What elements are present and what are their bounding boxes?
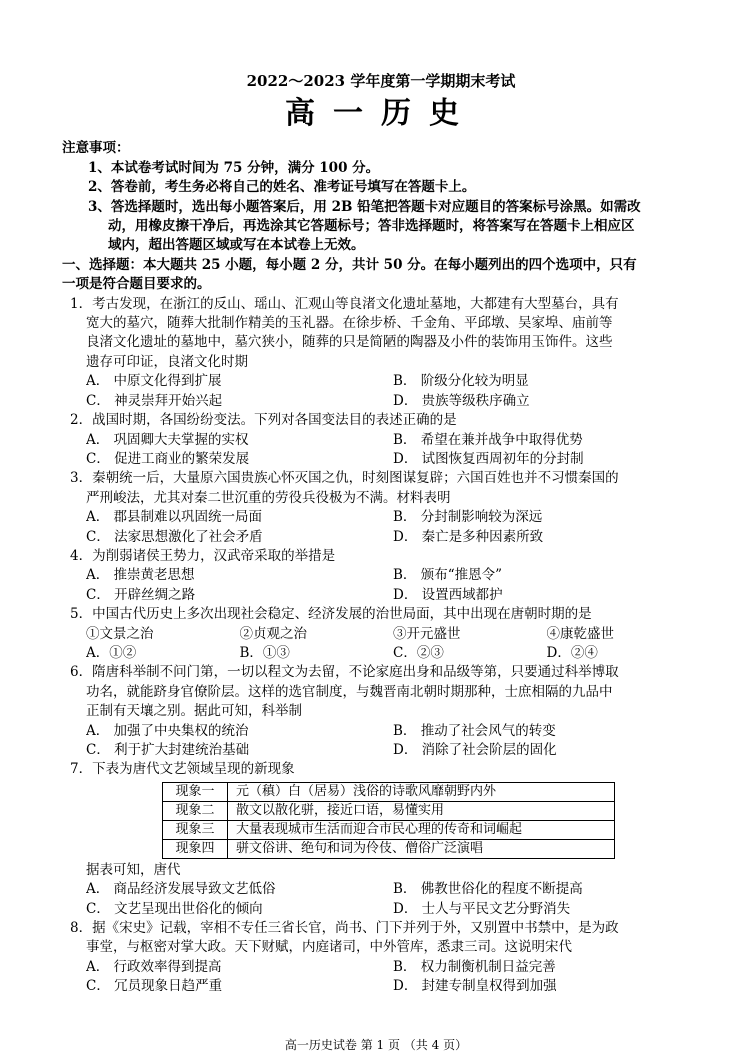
answer-option: D． 设置西域都护 (393, 586, 503, 603)
answer-option: A． 推崇黄老思想 (86, 567, 195, 584)
answer-options (62, 372, 700, 411)
table-cell-label: 现象一 (163, 782, 228, 801)
table-cell-value: 大量表现城市生活而迎合市民心理的传奇和词崛起 (228, 820, 615, 839)
answer-option: B． 颁布“推恩令” (393, 567, 503, 584)
table-row (163, 801, 615, 820)
statement-items (62, 625, 700, 644)
question (62, 547, 700, 605)
question-stem: 1．考古发现，在浙江的反山、瑶山、汇观山等良渚文化遗址墓地，大都建有大型墓台，具有 (70, 295, 619, 312)
table-row (163, 782, 615, 801)
answer-option: B．①③ (239, 644, 290, 661)
answer-options (62, 644, 700, 663)
question (62, 919, 700, 997)
answer-option: D． 封建专制皇权得到加强 (393, 978, 557, 995)
answer-option: D． 试图恢复西周初年的分封制 (393, 450, 584, 467)
question (62, 663, 700, 760)
table-cell-label: 现象二 (163, 801, 228, 820)
answer-option: C． 冗员现象日趋严重 (86, 978, 223, 995)
question-stem: 3．秦朝统一后，大量原六国贵族心怀灭国之仇，时刻图谋复辟；六国百姓也并不习惯秦国的 (70, 470, 619, 487)
answer-option: C． 神灵崇拜开始兴起 (86, 392, 223, 409)
section-heading-line: 一项是符合题目要求的。 (62, 276, 211, 293)
question-stem: 事堂，与枢密对掌大政。天下财赋，内庭诸司，中外管库，悉隶三司。这说明宋代 (86, 939, 572, 956)
answer-options (62, 431, 700, 470)
question-stem: 宽大的墓穴，随葬大批制作精美的玉礼器。在徐步桥、千金角、平邱墩、吴家埠、庙前等 (86, 315, 613, 332)
answer-option: C．②③ (393, 644, 444, 661)
answer-option: C． 文艺呈现出世俗化的倾向 (86, 900, 263, 917)
section-heading (62, 256, 700, 295)
question (62, 295, 700, 411)
table-cell-value: 骈文俗讲、绝句和词为伶伎、僧俗广泛演唱 (228, 839, 615, 858)
question (62, 411, 700, 469)
page-footer: 高一历史试卷 第 1 页 （共 4 页） (284, 1038, 468, 1052)
question-list (62, 295, 700, 997)
answer-option: C． 促进工商业的繁荣发展 (86, 450, 250, 467)
answer-option: B． 推动了社会风气的转变 (393, 722, 556, 739)
table-cell-label: 现象三 (163, 820, 228, 839)
answer-options (62, 958, 700, 997)
notice-heading: 注意事项： (62, 140, 130, 157)
answer-option: A． 商品经济发展导致文艺低俗 (86, 881, 276, 898)
question-stem: 8．据《宋史》记载，宰相不专任三省长官，尚书、门下并列于外，又别置中书禁中，是为政 (70, 920, 619, 937)
question (62, 760, 700, 919)
answer-option: A． 巩固卿大夫掌握的实权 (86, 431, 249, 448)
notice-item-continued: 域内，超出答题区域或写在本试卷上无效。 (108, 237, 365, 254)
answer-option: C． 利于扩大封建统治基础 (86, 742, 250, 758)
notice-item: 1、本试卷考试时间为 75 分钟，满分 100 分。 (88, 159, 380, 176)
answer-option: C． 法家思想激化了社会矛盾 (86, 528, 263, 545)
answer-option: A． 郡县制难以巩固统一局面 (86, 509, 263, 526)
answer-option: A． 加强了中央集权的统治 (86, 722, 249, 739)
answer-option: B． 分封制影响较为深远 (393, 509, 543, 526)
question-stem: 正制有天壤之别。据此可知，科举制 (86, 703, 302, 720)
question-stem: 2．战国时期，各国纷纷变法。下列对各国变法目的表述正确的是 (70, 412, 457, 429)
table-cell-value: 散文以散化骈，接近口语，易懂实用 (228, 801, 615, 820)
statement-item: ④康乾盛世 (546, 625, 614, 642)
answer-option: D． 士人与平民文艺分野消失 (393, 900, 571, 917)
answer-option: B． 希望在兼并战争中取得优势 (393, 431, 583, 448)
question-stem: 遗存可印证，良渚文化时期 (86, 353, 248, 370)
table-row (163, 839, 615, 858)
answer-option: D． 消除了社会阶层的固化 (393, 742, 557, 758)
statement-item: ①文景之治 (86, 625, 154, 642)
answer-options (62, 880, 700, 919)
answer-option: A． 行政效率得到提高 (86, 958, 222, 975)
question-stem: 7．下表为唐代文艺领域呈现的新现象 (70, 761, 295, 778)
answer-option: B． 佛教世俗化的程度不断提高 (393, 881, 583, 898)
table-cell-value: 元（稹）白（居易）浅俗的诗歌风靡朝野内外 (228, 782, 615, 801)
statement-item: ③开元盛世 (393, 625, 461, 642)
question-stem: 据表可知，唐代 (86, 861, 181, 878)
notice-block (62, 139, 700, 255)
answer-options (62, 508, 700, 547)
answer-option: D． 贵族等级秩序确立 (393, 392, 530, 409)
question-stem: 4．为削弱诸侯王势力，汉武帝采取的举措是 (70, 547, 336, 564)
table-cell-label: 现象四 (163, 839, 228, 858)
answer-options (62, 722, 700, 761)
table-row (163, 820, 615, 839)
question-stem: 功名，就能跻身官僚阶层。这样的选官制度，与魏晋南北朝时期那种，士庶相隔的九品中 (86, 683, 613, 700)
phenomena-table (162, 782, 615, 859)
answer-option: D． 秦亡是多种因素所致 (393, 528, 544, 545)
statement-item: ②贞观之治 (239, 625, 307, 642)
question-stem: 严刑峻法，尤其对秦二世沉重的劳役兵役极为不满。材料表明 (86, 489, 451, 506)
answer-options (62, 566, 700, 605)
question-stem: 5．中国古代历史上多次出现社会稳定、经济发展的治世局面，其中出现在唐朝时期的是 (70, 606, 592, 623)
question-stem: 6．隋唐科举制不问门第，一切以程文为去留，不论家庭出身和品级等第，只要通过科举博取 (70, 664, 619, 681)
notice-item: 3、答选择题时，选出每小题答案后，用 2B 铅笔把答题卡对应题目的答案标号涂黑。如需改 (88, 198, 641, 215)
answer-option: A．①② (86, 644, 137, 661)
answer-option: C． 开辟丝绸之路 (86, 586, 196, 603)
question-stem: 良渚文化遗址的墓地中，墓穴狭小，随葬的只是简陋的陶器及小件的装饰用玉饰件。这些 (86, 334, 613, 351)
question (62, 605, 700, 663)
section-heading-line: 一、选择题：本大题共 25 小题，每小题 2 分，共计 50 分。在每小题列出的四个选项中，只有 (62, 256, 637, 273)
exam-title: 2022～2023 学年度第一学期期末考试 (246, 72, 516, 90)
notice-item: 2、答卷前，考生务必将自己的姓名、准考证号填写在答题卡上。 (88, 179, 476, 196)
subject-title: 高一历史 (285, 96, 477, 132)
notice-item-continued: 动，用橡皮擦干净后，再选涂其它答题标号；答非选择题时，将答案写在答题卡上相应区 (108, 218, 635, 235)
question (62, 469, 700, 547)
answer-option: B． 阶级分化较为明显 (393, 373, 529, 390)
answer-option: B． 权力制衡机制日益完善 (393, 958, 556, 975)
answer-option: A． 中原文化得到扩展 (86, 373, 222, 390)
answer-option: D．②④ (546, 644, 598, 661)
